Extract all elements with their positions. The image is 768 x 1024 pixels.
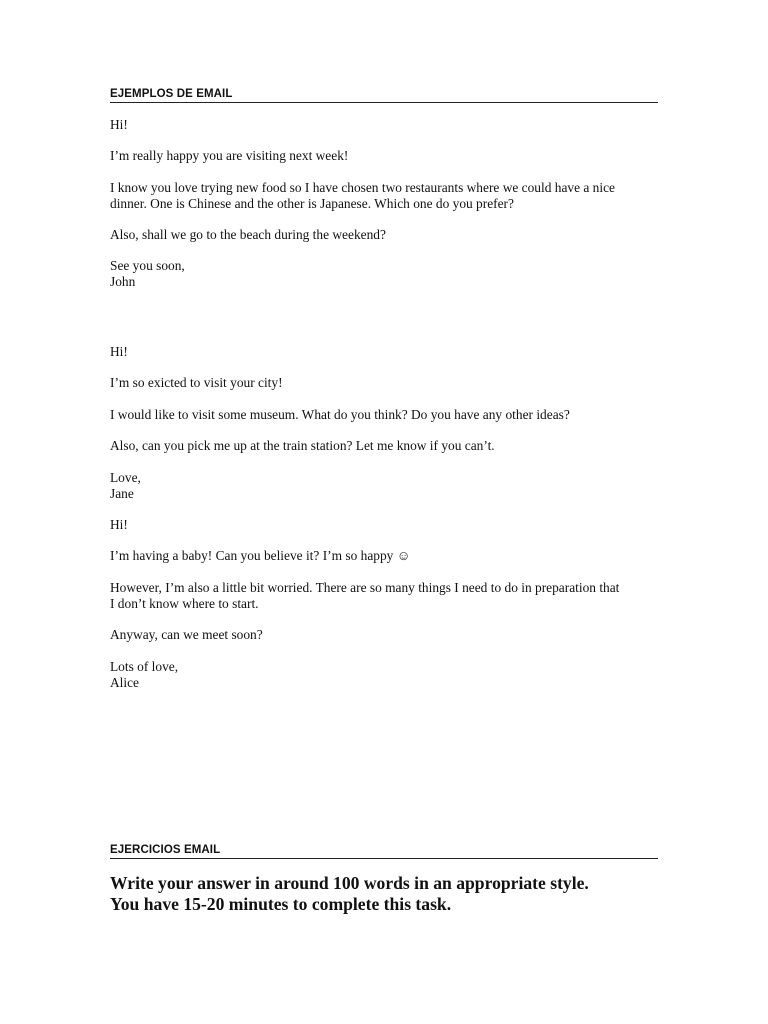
task-instruction-line: You have 15-20 minutes to complete this task. xyxy=(110,894,452,914)
email-paragraph: Also, can you pick me up at the train station? Let me know if you can’t. xyxy=(110,438,495,453)
email-paragraph: Anyway, can we meet soon? xyxy=(110,627,263,642)
email-closing: See you soon, xyxy=(110,258,185,273)
email-paragraph: dinner. One is Chinese and the other is Japanese. Which one do you prefer? xyxy=(110,196,514,211)
email-paragraph: I would like to visit some museum. What do you think? Do you have any other ideas? xyxy=(110,407,570,422)
email-signature: Alice xyxy=(110,675,139,690)
email-paragraph: I’m really happy you are visiting next week! xyxy=(110,148,349,163)
email-greeting: Hi! xyxy=(110,117,128,132)
email-paragraph: Also, shall we go to the beach during the weekend? xyxy=(110,227,386,242)
email-paragraph: I know you love trying new food so I have chosen two restaurants where we could have a nice xyxy=(110,180,615,195)
examples-heading: EJEMPLOS DE EMAIL xyxy=(110,87,658,103)
email-greeting: Hi! xyxy=(110,517,128,532)
exercises-heading: EJERCICIOS EMAIL xyxy=(110,843,658,859)
task-instruction-line: Write your answer in around 100 words in an appropriate style. xyxy=(110,873,589,893)
email-closing: Love, xyxy=(110,470,141,485)
email-closing: Lots of love, xyxy=(110,659,179,674)
email-paragraph: I don’t know where to start. xyxy=(110,596,259,611)
email-paragraph: However, I’m also a little bit worried. There are so many things I need to do in preparation that xyxy=(110,580,620,595)
email-greeting: Hi! xyxy=(110,344,128,359)
email-paragraph: I’m having a baby! Can you believe it? I’m so happy ☺ xyxy=(110,548,411,563)
email-signature: Jane xyxy=(110,486,134,501)
email-signature: John xyxy=(110,274,136,289)
email-paragraph: I’m so exicted to visit your city! xyxy=(110,375,283,390)
